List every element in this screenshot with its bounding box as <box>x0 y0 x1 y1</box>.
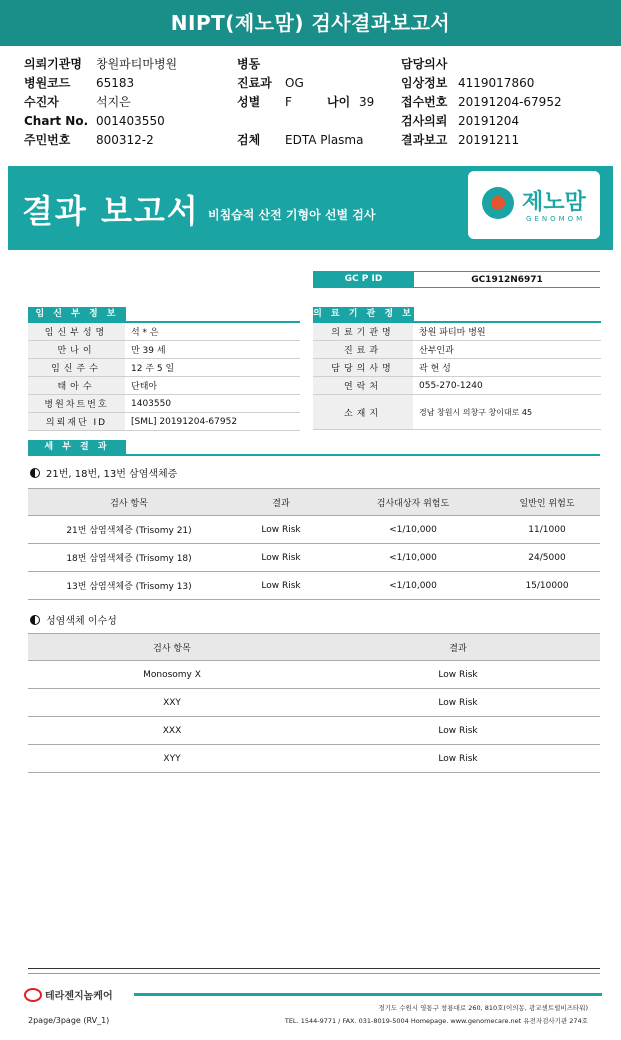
table-row: 병원차트번호 1403550 <box>28 395 300 413</box>
terragen-logo-icon <box>24 988 42 1002</box>
header-row: 담당의사 <box>401 57 448 71</box>
trisomy-table <box>28 488 600 600</box>
table-row: 21번 삼염색체증 (Trisomy 21) Low Risk <1/10,000 11/1000 <box>28 516 600 544</box>
table-row: 태아수 단태아 <box>28 377 300 395</box>
pregnant-info-table <box>28 323 300 431</box>
header-row: 결과보고 20191211 <box>401 133 520 147</box>
banner-subtitle: 비침습적 산전 기형아 선별 검사 <box>208 208 376 222</box>
half-circle-icon <box>30 615 40 625</box>
header-col-3 <box>401 55 601 150</box>
header-row: 임상정보 4119017860 <box>401 76 535 90</box>
header-row: 주민번호 800312-2 <box>24 133 154 147</box>
table-row: Monosomy X Low Risk <box>28 661 600 689</box>
genomom-logo-icon <box>482 187 514 219</box>
half-circle-icon <box>30 468 40 478</box>
footer-address: 경기도 수원시 영통구 창룡대로 260, 810호(이의동, 광교센트럴비즈타워) <box>378 1004 588 1012</box>
table-row: 소재지 경남 창원시 의창구 창이대로 45 <box>313 395 601 430</box>
report-banner <box>8 166 613 250</box>
header-row: Chart No. 001403550 <box>24 114 165 128</box>
table-row: 의뢰재단 ID [SML] 20191204-67952 <box>28 413 300 431</box>
table-row: XYY Low Risk <box>28 745 600 773</box>
terragen-logo: 테라젠지놈케어 <box>24 987 113 1002</box>
footer-divider <box>28 968 600 969</box>
table-row: 담당의사명 곽 현 성 <box>313 359 601 377</box>
header-col-2 <box>237 55 397 150</box>
gcpid-label: GC P ID <box>313 271 414 288</box>
table-row: XXX Low Risk <box>28 717 600 745</box>
header-row: 검사의뢰 20191204 <box>401 114 520 128</box>
table-header-row: 검사 항목 결과 검사대상자 위험도 일반인 위험도 <box>28 489 600 516</box>
table-row: 임신부성명 석 * 은 <box>28 323 300 341</box>
table-row: 임신주수 12 주 5 일 <box>28 359 300 377</box>
table-row: 진료과 산부인과 <box>313 341 601 359</box>
table-row: 연락처 055-270-1240 <box>313 377 601 395</box>
footer-divider <box>28 973 600 974</box>
table-row: 13번 삼염색체증 (Trisomy 13) Low Risk <1/10,000 15/10000 <box>28 572 600 600</box>
header-row: 의뢰기관명 창원파티마병원 <box>24 57 178 71</box>
header-row: 병동 <box>237 57 261 71</box>
footer-accent-bar <box>134 993 602 996</box>
header-row: 진료과 OG <box>237 76 304 90</box>
header-row: 접수번호 20191204-67952 <box>401 95 562 109</box>
banner-title: 결과 보고서 <box>22 192 200 230</box>
page-number: 2page/3page (RV_1) <box>28 1016 110 1025</box>
details-header: 세 부 결 과 <box>28 440 126 455</box>
table-row: XXY Low Risk <box>28 689 600 717</box>
header-col-1 <box>24 55 224 150</box>
header-row: 수진자 석지은 <box>24 95 131 109</box>
footer-contact: TEL. 1544-9771 / FAX. 031-8019-5004 Homepage. www.genomecare.net 유전자검사기관 274호 <box>284 1017 588 1025</box>
header-row: 성별 F 나이 39 <box>237 93 397 112</box>
sex-chromosome-table <box>28 633 600 773</box>
table-row: 의료기관명 창원 파티마 병원 <box>313 323 601 341</box>
header-row: 병원코드 65183 <box>24 76 135 90</box>
report-title: NIPT(제노맘) 검사결과보고서 <box>0 0 621 46</box>
age-value: 39 <box>359 95 375 109</box>
hospital-info-header: 의 료 기 관 정 보 <box>313 307 414 322</box>
section1-title: 21번, 18번, 13번 삼염색체증 <box>30 465 177 480</box>
gcpid-value: GC1912N6971 <box>414 271 600 288</box>
age-label: 나이 <box>327 95 351 109</box>
divider <box>28 454 600 456</box>
header-row: 검체 EDTA Plasma <box>237 133 364 147</box>
table-row: 18번 삼염색체증 (Trisomy 18) Low Risk <1/10,000 24/5000 <box>28 544 600 572</box>
hospital-info-table <box>313 323 601 430</box>
table-header-row: 검사 항목 결과 <box>28 634 600 661</box>
pregnant-info-header: 임 신 부 정 보 <box>28 307 126 322</box>
section2-title: 성염색체 이수성 <box>30 612 117 627</box>
genomom-logo: 제노맘 GENOMOM <box>468 171 600 239</box>
table-row: 만나이 만 39 세 <box>28 341 300 359</box>
